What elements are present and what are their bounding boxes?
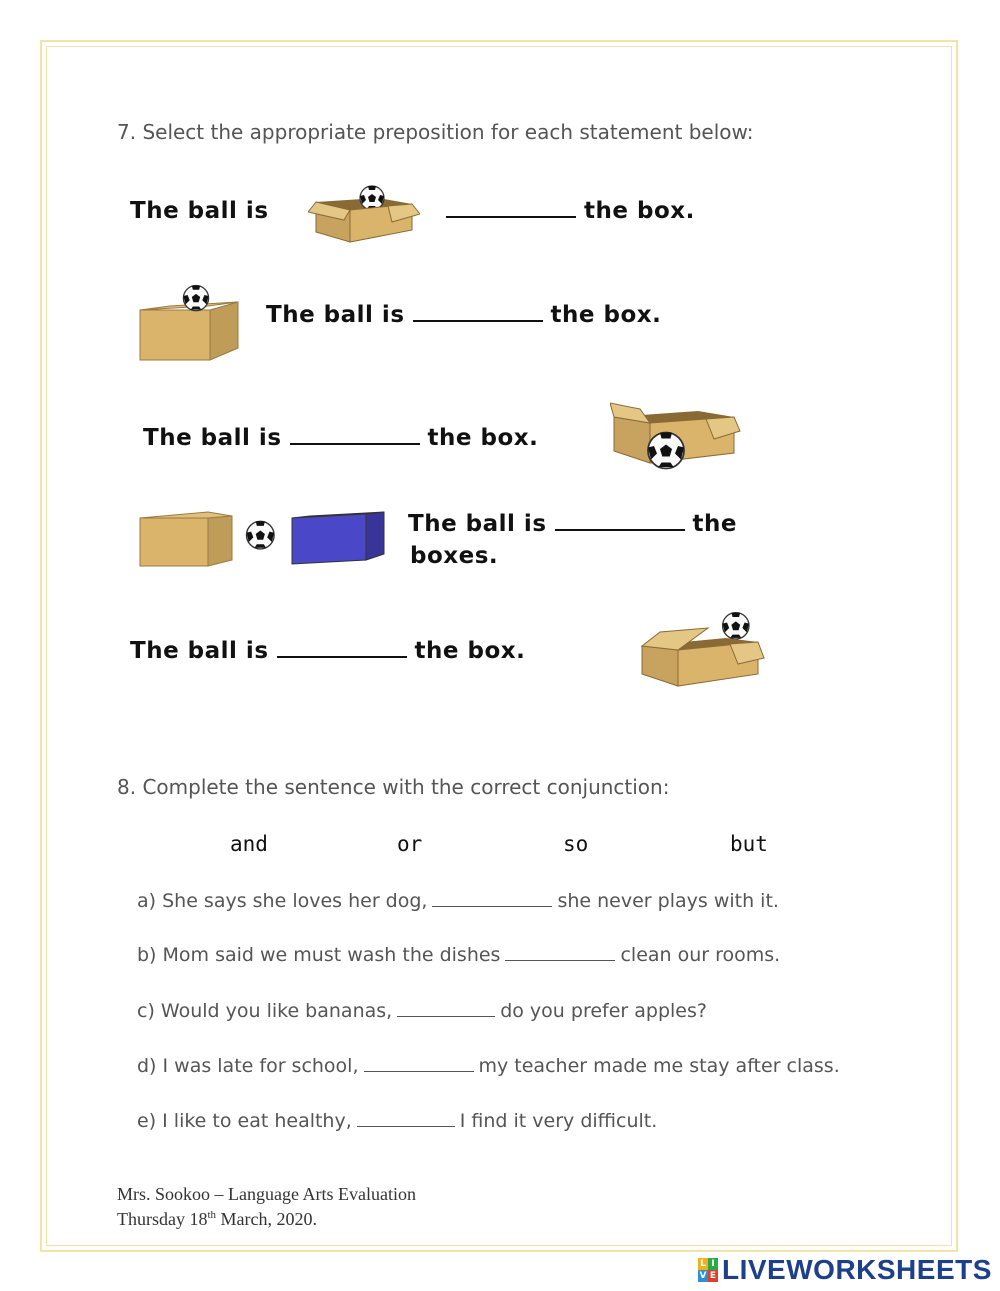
q8-item-d xyxy=(137,1055,840,1077)
answer-blank[interactable] xyxy=(397,1002,495,1017)
question-7-title: 7. Select the appropriate preposition for each statement below: xyxy=(117,120,754,144)
question-8-title: 8. Complete the sentence with the correct conjunction: xyxy=(117,775,670,799)
answer-blank[interactable] xyxy=(277,638,407,658)
liveworksheets-logo-icon xyxy=(698,1258,718,1282)
footer-date-suffix: th xyxy=(207,1209,217,1221)
answer-blank[interactable] xyxy=(364,1057,474,1072)
footer-date-text: March, 2020. xyxy=(216,1209,318,1229)
logo-letter: V xyxy=(699,1271,707,1281)
q8-item-c xyxy=(137,1000,707,1022)
sentence-text: the box. xyxy=(427,425,539,451)
answer-blank[interactable] xyxy=(357,1112,455,1127)
item-text: b) Mom said we must wash the dishes xyxy=(137,944,501,966)
ball-in-box-illustration xyxy=(308,180,420,244)
brand-name: LIVEWORKSHEETS xyxy=(722,1254,992,1285)
item-text: do you prefer apples? xyxy=(500,1000,707,1022)
item-text: she never plays with it. xyxy=(557,890,779,912)
footer-teacher-line: Mrs. Sookoo – Language Arts Evaluation xyxy=(117,1184,416,1204)
sentence-text: The ball is xyxy=(143,425,282,451)
conjunction-option-but: but xyxy=(730,832,768,856)
answer-blank[interactable] xyxy=(446,198,576,218)
ball-on-box-illustration xyxy=(138,276,242,362)
answer-blank[interactable] xyxy=(290,425,420,445)
item-text: c) Would you like bananas, xyxy=(137,1000,393,1022)
item-text: a) She says she loves her dog, xyxy=(137,890,428,912)
conjunction-option-so: so xyxy=(563,832,589,856)
logo-letter: L xyxy=(698,1258,708,1270)
q7-sentence-1 xyxy=(130,198,269,224)
item-text: my teacher made me stay after class. xyxy=(478,1055,840,1077)
answer-blank[interactable] xyxy=(432,892,552,907)
q7-sentence-3 xyxy=(143,425,538,451)
item-text: I find it very difficult. xyxy=(459,1110,658,1132)
sentence-text: The ball is xyxy=(130,638,269,664)
item-text: clean our rooms. xyxy=(620,944,781,966)
answer-blank[interactable] xyxy=(413,302,543,322)
soccer-ball-icon xyxy=(183,286,208,311)
q8-item-a xyxy=(137,890,779,912)
conjunction-option-and: and xyxy=(230,832,268,856)
sentence-text: the box. xyxy=(584,198,695,224)
q7-sentence-4 xyxy=(408,511,737,537)
conjunction-option-or: or xyxy=(397,832,423,856)
item-text: d) I was late for school, xyxy=(137,1055,359,1077)
q7-sentence-1-end xyxy=(438,198,695,224)
ball-behind-box-illustration xyxy=(638,608,766,690)
sentence-text: The ball is xyxy=(408,511,547,537)
answer-blank[interactable] xyxy=(505,946,615,961)
q8-item-b xyxy=(137,944,780,966)
soccer-ball-icon xyxy=(360,186,384,210)
sentence-text: The ball is xyxy=(130,198,269,224)
footer-date-line xyxy=(117,1209,317,1230)
liveworksheets-brand[interactable] xyxy=(698,1254,992,1286)
q7-sentence-5 xyxy=(130,638,525,664)
sentence-text: The ball is xyxy=(266,302,405,328)
ball-in-front-of-box-illustration xyxy=(610,395,742,471)
footer-date-text: Thursday 18 xyxy=(117,1209,208,1229)
sentence-text: the box. xyxy=(550,302,662,328)
sentence-text: the box. xyxy=(414,638,526,664)
soccer-ball-icon xyxy=(247,521,275,549)
logo-letter: E xyxy=(709,1271,717,1281)
item-text: e) I like to eat healthy, xyxy=(137,1110,352,1132)
answer-blank[interactable] xyxy=(555,511,685,531)
q7-sentence-2 xyxy=(266,302,661,328)
logo-letter: I xyxy=(708,1258,718,1270)
q8-item-e xyxy=(137,1110,657,1132)
sentence-text: the xyxy=(692,511,737,537)
soccer-ball-icon xyxy=(723,613,749,639)
ball-between-boxes-illustration xyxy=(138,508,388,568)
soccer-ball-icon xyxy=(648,433,684,469)
q7-sentence-4-line-2: boxes. xyxy=(410,543,499,569)
